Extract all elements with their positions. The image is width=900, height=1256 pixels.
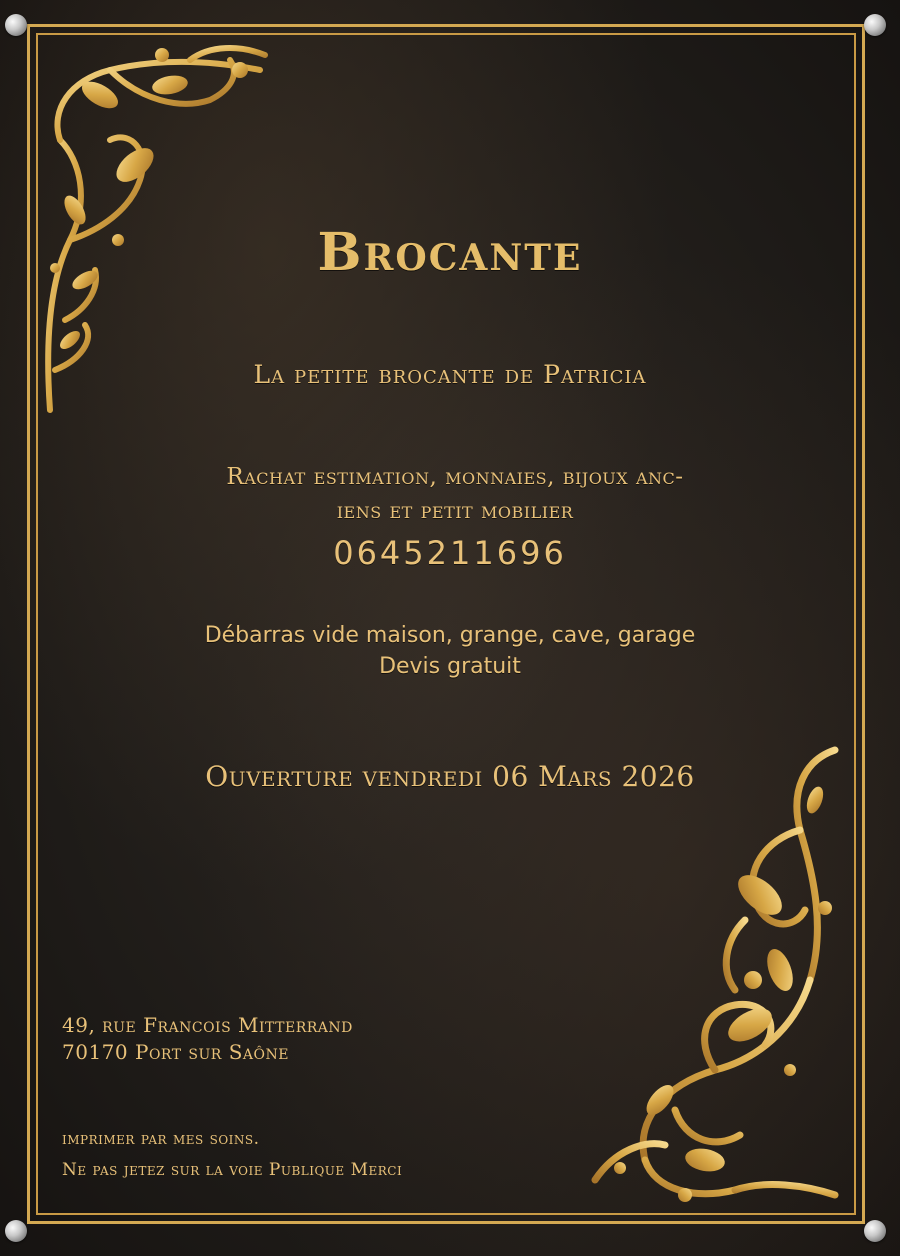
- address-block: [62, 1012, 353, 1066]
- services-description: [110, 460, 800, 528]
- footer-line-1: imprimer par mes soins.: [62, 1129, 260, 1149]
- screw-bottom-left: [5, 1220, 27, 1242]
- clearing-line-1: Débarras vide maison, grange, cave, garage: [204, 623, 696, 648]
- address-city: 70170 Port sur Saône: [62, 1040, 289, 1064]
- phone-number: 0645211696: [333, 534, 567, 572]
- address-street: 49, rue Francois Mitterrand: [62, 1013, 353, 1037]
- screw-bottom-right: [864, 1220, 886, 1242]
- screw-top-left: [5, 14, 27, 36]
- services-line-2: iens et petit mobilier: [336, 498, 574, 524]
- opening-date: Ouverture vendredi 06 Mars 2026: [205, 760, 695, 793]
- services-line-1: Rachat estimation, monnaies, bijoux anc-: [226, 464, 684, 490]
- clearing-services: [0, 620, 900, 682]
- footer-line-2: Ne pas jetez sur la voie Publique Merci: [62, 1160, 403, 1180]
- filigree-bottom-right-icon: [575, 740, 855, 1210]
- clearing-line-2: Devis gratuit: [379, 654, 521, 679]
- screw-top-right: [864, 14, 886, 36]
- subtitle: La petite brocante de Patricia: [253, 360, 647, 389]
- footer-notice: [62, 1124, 402, 1186]
- page-title: Brocante: [317, 222, 583, 283]
